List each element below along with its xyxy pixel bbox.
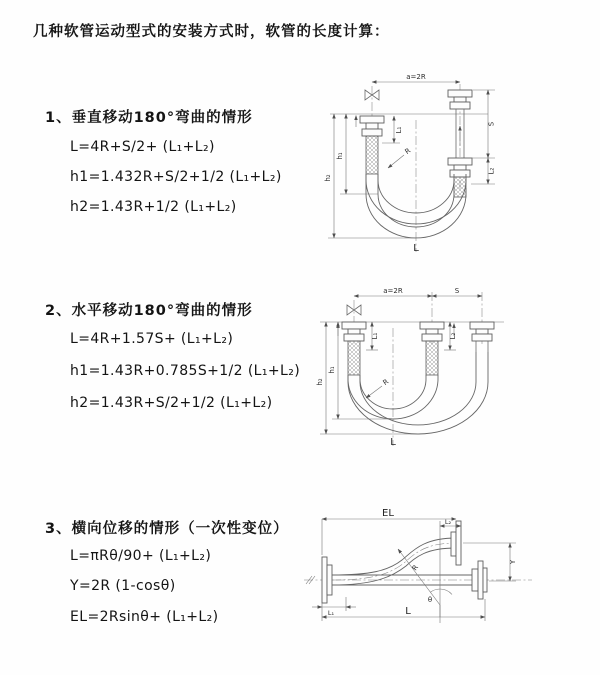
dim-h2-label: h₂: [324, 174, 332, 182]
section1-formula-L: L=4R+S/2+ (L₁+L₂): [70, 139, 215, 155]
diagram-lateral-displacement: [300, 505, 600, 645]
radius-callout: [388, 147, 412, 168]
section2-formula-h1: h1=1.43R+0.785S+1/2 (L₁+L₂): [70, 363, 301, 379]
hose-u-bend: [348, 352, 488, 434]
dim-a-equals-2R: [372, 73, 460, 82]
dim-EL: [322, 508, 456, 555]
section3-formula-Y: Y=2R (1-cosθ): [70, 578, 176, 594]
diagram-vertical-movement-180-bend: [310, 68, 592, 260]
upper-flange-moved: [451, 521, 461, 565]
centerlines: [354, 292, 482, 446]
section3-heading: 3、横向位移的情形（一次性变位）: [45, 521, 289, 537]
radius-label: R: [403, 146, 413, 157]
dim-h1-label: h₁: [336, 152, 344, 160]
dim-L1: [312, 597, 356, 617]
angle-theta-label: θ: [427, 596, 433, 604]
dim-L2-label: L₂: [449, 332, 457, 340]
diagram-horizontal-movement-180-bend: [308, 284, 600, 466]
dim-L2-label: L₂: [487, 167, 496, 175]
dim-a2r-label: a=2R: [406, 73, 426, 81]
dim-h1-label: h₁: [328, 366, 336, 374]
dim-L1: [366, 322, 379, 350]
dim-S-label: S: [487, 121, 496, 127]
right-flange: [478, 561, 483, 599]
length-L-label: L: [390, 437, 396, 448]
left-flange: [322, 557, 332, 603]
left-pipe-flange: [342, 322, 366, 375]
dim-L1-label: L₁: [371, 332, 379, 340]
dim-S: [432, 287, 482, 296]
dim-h2: [316, 322, 420, 434]
dim-L2: [488, 158, 496, 184]
section1-formula-h1: h1=1.432R+S/2+1/2 (L₁+L₂): [70, 169, 282, 185]
middle-pipe-flange: [420, 322, 444, 375]
left-pipe-flange: [360, 116, 384, 174]
right-pipe-flange: [448, 90, 472, 197]
left-hose-braid: [366, 136, 378, 174]
dim-L-label: L: [405, 606, 411, 617]
radius-label: R: [410, 563, 421, 573]
section2-heading: 2、水平移动180°弯曲的情形: [45, 303, 253, 319]
dim-L2: [444, 322, 457, 350]
dim-L1: [382, 116, 403, 143]
dim-L: [322, 599, 485, 621]
dim-EL-label: EL: [382, 508, 394, 519]
length-L-label: L: [413, 243, 419, 254]
dim-L1-label: L₁: [395, 126, 403, 134]
dim-S-label: S: [454, 287, 460, 295]
radius-label: R: [381, 377, 391, 388]
dim-Y-label: Y: [509, 559, 517, 565]
right-pipe-flange-moved: [470, 322, 494, 352]
section1-formula-h2: h2=1.43R+1/2 (L₁+L₂): [70, 199, 237, 215]
dim-L1-label: L₁: [327, 609, 335, 617]
dim-a2r-label: a=2R: [383, 287, 403, 295]
section3-formula-L: L=πRθ/90+ (L₁+L₂): [70, 548, 212, 564]
section3-formula-EL: EL=2Rsinθ+ (L₁+L₂): [70, 609, 219, 625]
right-hose-braid: [454, 177, 466, 197]
radius-callout: [366, 378, 390, 398]
hose-s-curve-displaced: [332, 538, 456, 585]
dim-h2-label: h₂: [316, 378, 324, 386]
section2-formula-L: L=4R+1.57S+ (L₁+L₂): [70, 331, 234, 347]
dim-a-equals-2R: [354, 287, 432, 296]
page-title: 几种软管运动型式的安装方式时，软管的长度计算：: [33, 24, 390, 40]
dim-L2-label: L₂: [444, 518, 452, 526]
section1-heading: 1、垂直移动180°弯曲的情形: [45, 110, 253, 126]
section2-formula-h2: h2=1.43R+S/2+1/2 (L₁+L₂): [70, 395, 273, 411]
